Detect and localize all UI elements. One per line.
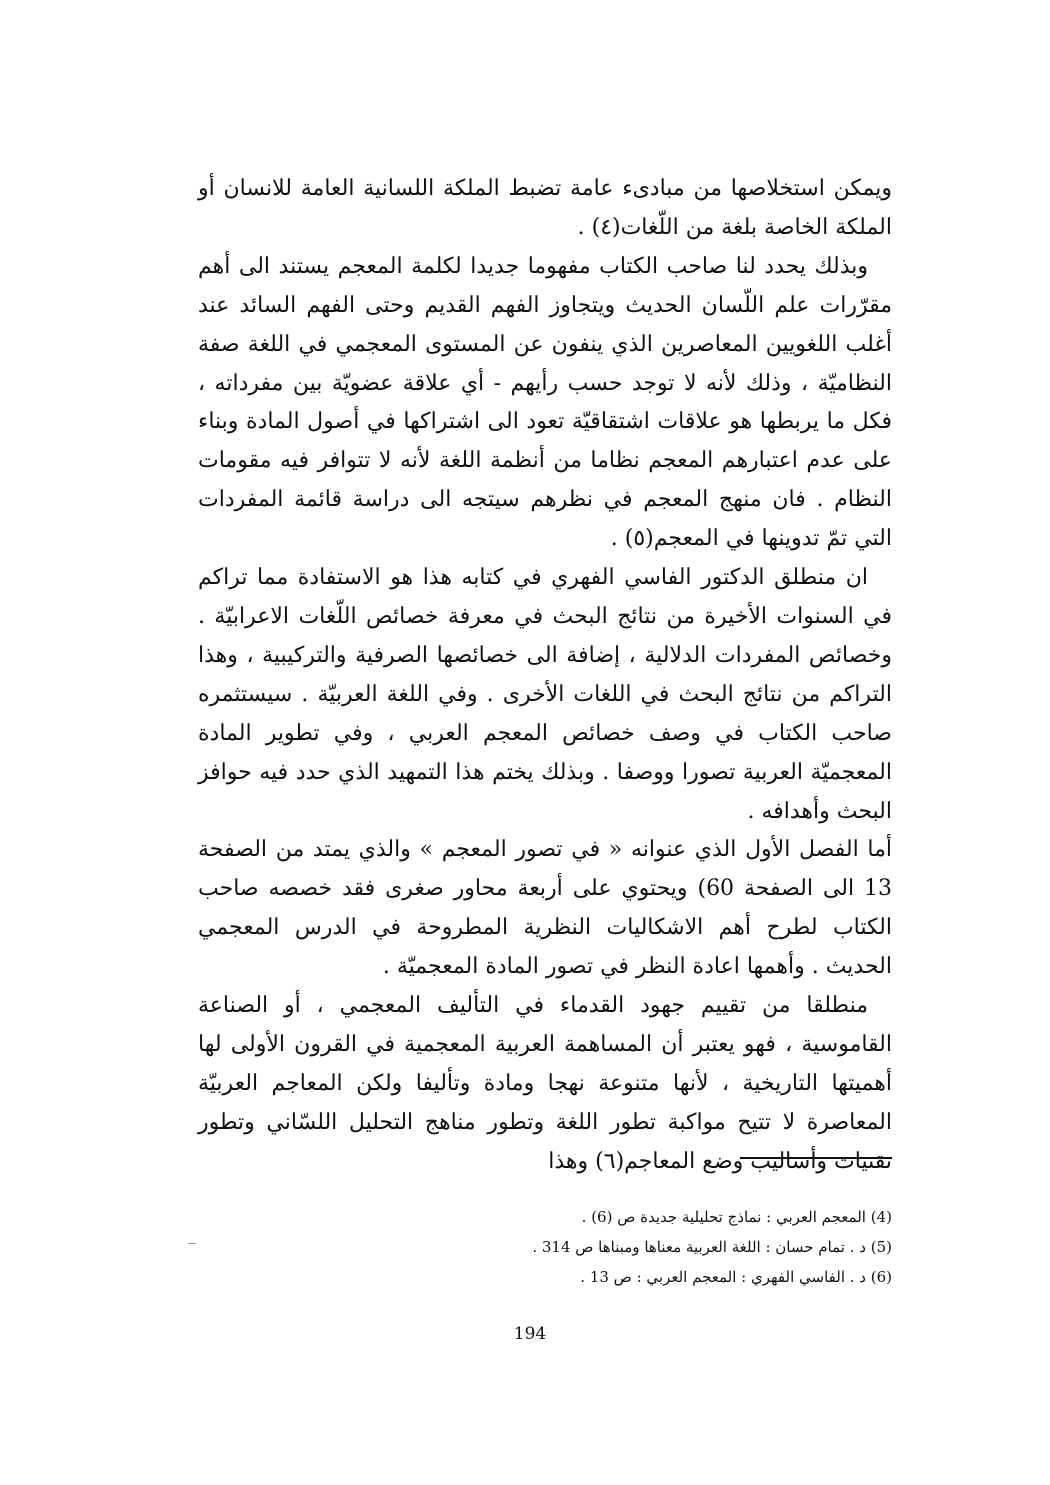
paragraph-4: أما الفصل الأول الذي عنوانه « في تصور المعجم » والذي يمتد من الصفحة 13 الى الصفحة 60) ويحتوي على أربعة محاور صغرى فقد خصصه صاحب الكتاب لطرح أهم الاشكاليات النظرية المطروحة في الدرس المعجمي الحديث . وأهمها اعادة النظر في تصور المادة المعجميّة . <box>198 837 892 980</box>
footnote-4: (4) المعجم العربي : نماذج تحليلية جديدة ص (6) . <box>581 1208 892 1226</box>
footnotes <box>380 1202 892 1292</box>
page-number: 194 <box>513 1324 547 1344</box>
footnote-separator <box>740 1157 892 1159</box>
paragraph-2: وبذلك يحدد لنا صاحب الكتاب مفهوما جديدا لكلمة المعجم يستند الى أهم مقرّرات علم اللّسان الحديث ويتجاوز الفهم القديم وحتى الفهم السائد عند أغلب اللغويين المعاصرين الذي ينفون عن المستوى المعجمي في اللغة صفة النظاميّة ، وذلك لأنه لا توجد حسب رأيهم - أي علاقة عضويّة بين مفرداته ، فكل ما يربطها هو علاقات اشتقاقيّة تعود الى اشتراكها في أصول المادة وبناء على عدم اعتبارهم المعجم نظاما من أنظمة اللغة لأنه لا تتوافر فيه مقومات النظام . فان منهج المعجم في نظرهم سيتجه الى دراسة قائمة المفردات التي تمّ تدوينها في المعجم(٥) . <box>198 253 892 552</box>
body-text <box>198 170 892 1182</box>
paragraph-1: ويمكن استخلاصها من مبادىء عامة تضبط الملكة اللسانية العامة للانسان أو الملكة الخاصة بلغة من اللّغات(٤) . <box>198 176 892 240</box>
paragraph-3: ان منطلق الدكتور الفاسي الفهري في كتابه هذا هو الاستفادة مما تراكم في السنوات الأخيرة من نتائج البحث في معرفة خصائص اللّغات الاعرابيّة . وخصائص المفردات الدلالية ، إضافة الى خصائصها الصرفية والتركيبية ، وهذا التراكم من نتائج البحث في اللغات الأخرى . وفي اللغة العربيّة . سيستثمره صاحب الكتاب في وصف خصائص المعجم العربي ، وفي تطوير المادة المعجميّة العربية تصورا ووصفا . وبذلك يختم هذا التمهيد الذي حدد فيه حوافز البحث وأهدافه . <box>198 565 892 824</box>
footnote-5: (5) د . تمام حسان : اللغة العربية معناها ومبناها ص 314 . <box>532 1238 892 1256</box>
scan-mark <box>188 1243 196 1244</box>
paragraph-5: منطلقا من تقييم جهود القدماء في التأليف المعجمي ، أو الصناعة القاموسية ، فهو يعتبر أن المساهمة العربية المعجمية في القرون الأولى لها أهميتها التاريخية ، لأنها متنوعة نهجا ومادة وتأليفا ولكن المعاجم العربيّة المعاصرة لا تتيح مواكبة تطور اللغة وتطور مناهج التحليل اللسّاني وتطور تقنيات وأساليب وضع المعاجم(٦) وهذا <box>198 993 892 1174</box>
footnote-6: (6) د . الفاسي الفهري : المعجم العربي : ص 13 . <box>580 1268 892 1286</box>
